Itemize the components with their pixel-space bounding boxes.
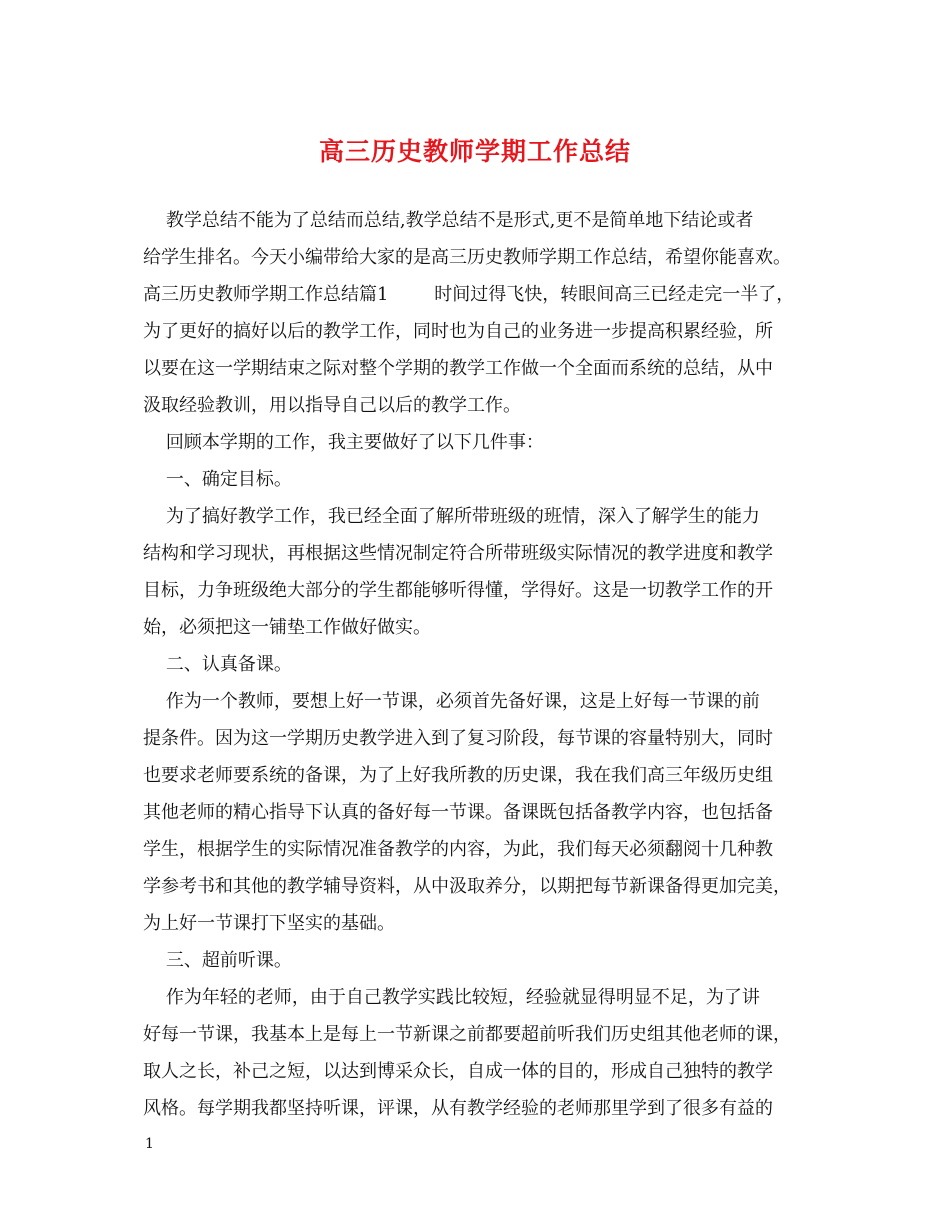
body-line: 教学总结不能为了总结而总结,教学总结不是形式,更不是简单地下结论或者	[143, 210, 754, 231]
section-heading: 一、确定目标。	[143, 469, 292, 490]
body-line: 给学生排名。今天小编带给大家的是高三历史教师学期工作总结，希望你能喜欢。	[143, 247, 791, 268]
body-line: 取人之长，补己之短，以达到博采众长，自成一体的目的，形成自己独特的教学	[143, 1061, 773, 1082]
body-line: 高三历史教师学期工作总结篇1 时间过得飞快，转眼间高三已经走完一半了，	[143, 284, 795, 305]
section-heading: 二、认真备课。	[143, 654, 292, 675]
body-line: 汲取经验教训，用以指导自己以后的教学工作。	[143, 395, 521, 416]
section-heading: 三、超前听课。	[143, 950, 292, 971]
body-line: 以要在这一学期结束之际对整个学期的教学工作做一个全面而系统的总结，从中	[143, 358, 773, 379]
body-line: 为上好一节课打下坚实的基础。	[143, 913, 395, 934]
document-title: 高三历史教师学期工作总结	[318, 137, 631, 166]
body-line: 风格。每学期我都坚持听课，评课，从有教学经验的老师那里学到了很多有益的	[143, 1098, 773, 1119]
body-line: 回顾本学期的工作，我主要做好了以下几件事：	[143, 432, 544, 453]
body-line: 始，必须把这一铺垫工作做好做实。	[143, 617, 431, 638]
body-line: 学参考书和其他的教学辅导资料，从中汲取养分，以期把每节新课备得更加完美，	[143, 876, 791, 897]
body-line: 好每一节课，我基本上是每上一节新课之前都要超前听我们历史组其他老师的课，	[143, 1024, 791, 1045]
body-line: 为了搞好教学工作，我已经全面了解所带班级的班情，深入了解学生的能力	[143, 506, 760, 527]
body-line: 学生，根据学生的实际情况准备教学的内容，为此，我们每天必须翻阅十几种教	[143, 839, 773, 860]
document-body	[143, 202, 808, 1127]
body-line: 作为一个教师，要想上好一节课，必须首先备好课，这是上好每一节课的前	[143, 691, 760, 712]
body-line: 目标，力争班级绝大部分的学生都能够听得懂，学得好。这是一切教学工作的开	[143, 580, 773, 601]
body-line: 作为年轻的老师，由于自己教学实践比较短，经验就显得明显不足，为了讲	[143, 987, 760, 1008]
page-number: 1	[145, 1136, 154, 1152]
body-line: 其他老师的精心指导下认真的备好每一节课。备课既包括备教学内容，也包括备	[143, 802, 773, 823]
body-line: 为了更好的搞好以后的教学工作，同时也为自己的业务进一步提高积累经验，所	[143, 321, 773, 342]
body-line: 也要求老师要系统的备课，为了上好我所教的历史课，我在我们高三年级历史组	[143, 765, 773, 786]
body-line: 提条件。因为这一学期历史教学进入到了复习阶段，每节课的容量特别大，同时	[143, 728, 773, 749]
body-line: 结构和学习现状，再根据这些情况制定符合所带班级实际情况的教学进度和教学	[143, 543, 773, 564]
